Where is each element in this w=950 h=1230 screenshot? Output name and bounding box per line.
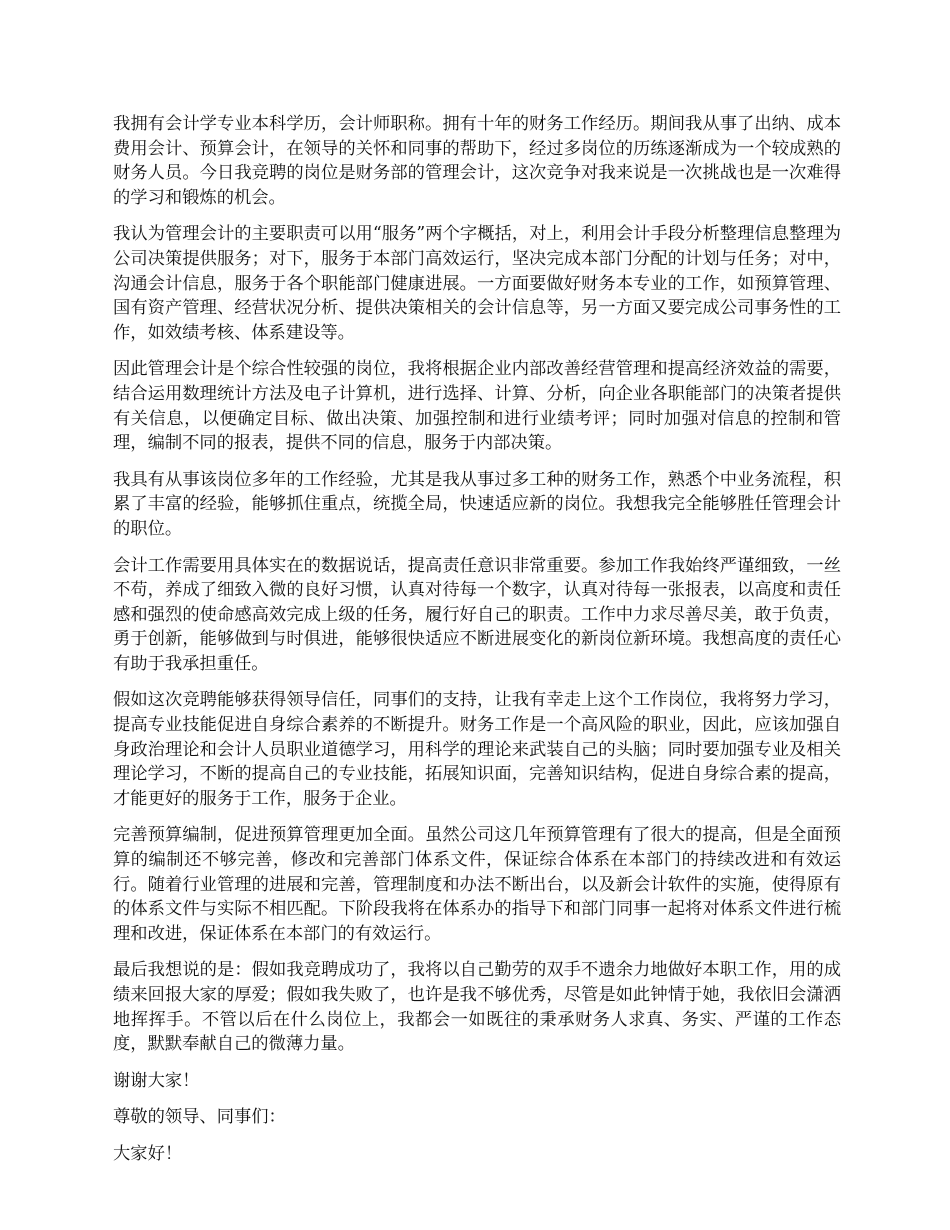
paragraph-future-plan: 假如这次竞聘能够获得领导信任，同事们的支持，让我有幸走上这个工作岗位，我将努力学习，提高专业技能促进自身综合素养的不断提升。财务工作是一个高风险的职业，因此，应该加强自身政治理论和会计人员职业道德学习，用科学的理论来武装自己的头脑；同时要加强专业及相关理论学习，不断的提高自己的专业技能，拓展知识面，完善知识结构，促进自身综合素的提高，才能更好的服务于工作，服务于企业。: [113, 690, 841, 809]
paragraph-work-experience: 我具有从事该岗位多年的工作经验，尤其是我从事过多工种的财务工作，熟悉个中业务流程，积累了丰富的经验，能够抓住重点，统揽全局，快速适应新的岗位。我想我完全能够胜任管理会计的职位。: [113, 469, 841, 539]
paragraph-management-accounting-duties: 我认为管理会计的主要职责可以用“服务”两个字概括，对上，利用会计手段分析整理信息整理为公司决策提供服务；对下，服务于本部门高效运行，坚决完成本部门分配的计划与任务；对中，沟通会计信息，服务于各个职能部门健康进展。一方面要做好财务本专业的工作，如预算管理、国有资产管理、经营状况分析、提供决策相关的会计信息等，另一方面又要完成公司事务性的工作，如效绩考核、体系建设等。: [113, 224, 841, 343]
paragraph-education-background: 我拥有会计学专业本科学历，会计师职称。拥有十年的财务工作经历。期间我从事了出纳、成本费用会计、预算会计，在领导的关怀和同事的帮助下，经过多岗位的历练逐渐成为一个较成熟的财务人员。今日我竞聘的岗位是财务部的管理会计，这次竞争对我来说是一次挑战也是一次难得的学习和锻炼的机会。: [113, 114, 841, 208]
paragraph-budget-improvement: 完善预算编制，促进预算管理更加全面。虽然公司这几年预算管理有了很大的提高，但是全面预算的编制还不够完善，修改和完善部门体系文件，保证综合体系在本部门的持续改进和有效运行。随着行业管理的进展和完善，管理制度和办法不断出台，以及新会计软件的实施，使得原有的体系文件与实际不相匹配。下阶段我将在体系办的指导下和部门同事一起将对体系文件进行梳理和改进，保证体系在本部门的有效运行。: [113, 825, 841, 944]
paragraph-greeting: 大家好！: [113, 1143, 183, 1164]
paragraph-thanks: 谢谢大家！: [113, 1070, 200, 1091]
paragraph-salutation: 尊敬的领导、同事们：: [113, 1107, 286, 1128]
paragraph-closing-statement: 最后我想说的是：假如我竞聘成功了，我将以自己勤劳的双手不遗余力地做好本职工作，用的成绩来回报大家的厚爱；假如我失败了，也许是我不够优秀，尽管是如此钟情于她，我依旧会潇洒地挥挥手。不管以后在什么岗位上，我都会一如既往的秉承财务人求真、务实、严谨的工作态度，默默奉献自己的微薄力量。: [113, 960, 841, 1055]
document-page: [113, 112, 841, 1179]
paragraph-responsibility: 会计工作需要用具体实在的数据说话，提高责任意识非常重要。参加工作我始终严谨细致，一丝不苟，养成了细致入微的良好习惯，认真对待每一个数字，认真对待每一张报表，以高度和责任感和强烈的使命感高效完成上级的任务，履行好自己的职责。工作中力求尽善尽美，敢于负责，勇于创新，能够做到与时俱进，能够很快适应不断进展变化的新岗位新环境。我想高度的责任心有助于我承担重任。: [113, 555, 841, 674]
paragraph-position-analysis: 因此管理会计是个综合性较强的岗位，我将根据企业内部改善经营管理和提高经济效益的需要，结合运用数理统计方法及电子计算机，进行选择、计算、分析，向企业各职能部门的决策者提供有关信息，以便确定目标、做出决策、加强控制和进行业绩考评；同时加强对信息的控制和管理，编制不同的报表，提供不同的信息，服务于内部决策。: [113, 359, 841, 454]
